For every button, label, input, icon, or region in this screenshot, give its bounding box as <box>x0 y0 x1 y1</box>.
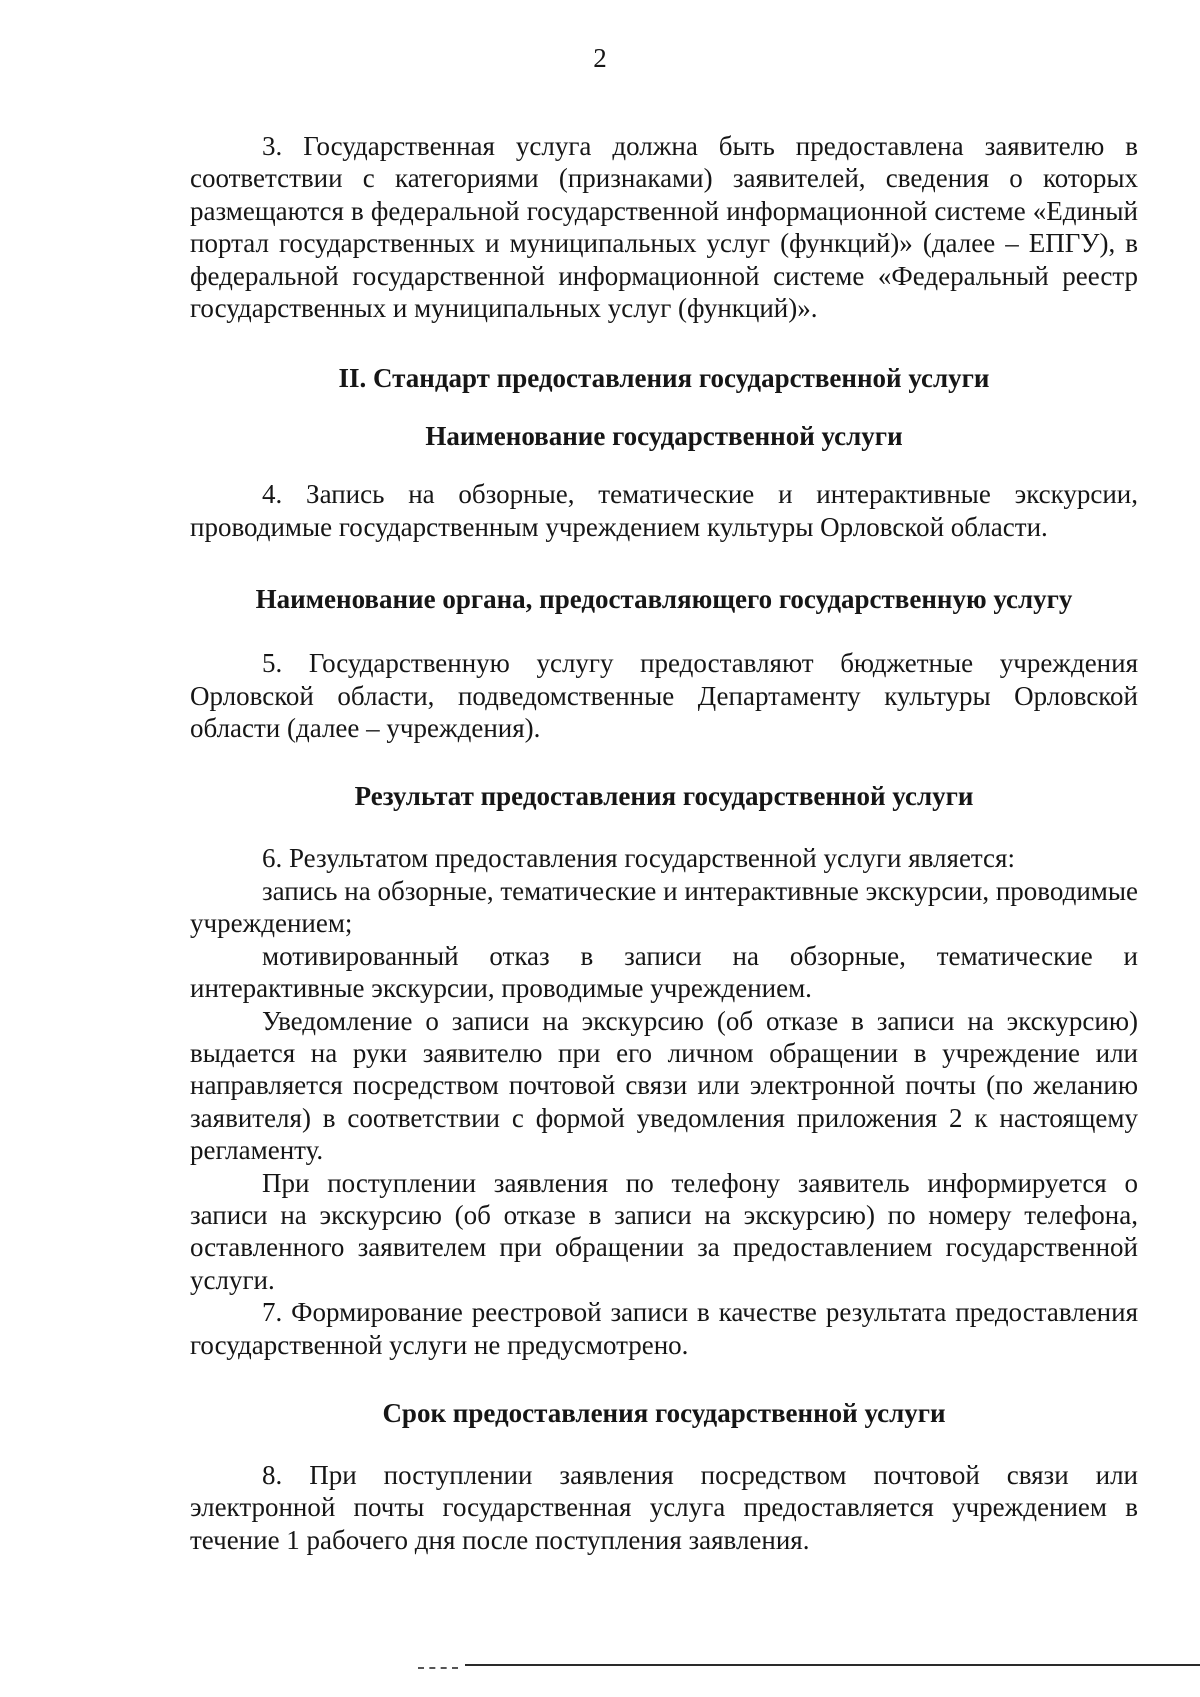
paragraph-7: 7. Формирование реестровой записи в качестве результата предоставления государственной услуги не предусмотрено. <box>190 1297 1138 1360</box>
paragraph-3: 3. Государственная услуга должна быть предоставлена заявителю в соответствии с категориями (признаками) заявителей, сведения о которых размещаются в федеральной государственной информационной системе «Единый портал государственных и муниципальных услуг (функций)» (далее – ЕПГУ), в федеральной государственной информационной системе «Федеральный реестр государственных и муниципальных услуг (функций)». <box>190 131 1138 324</box>
subheading-service-name: Наименование государственной услуги <box>425 421 903 452</box>
paragraph-6-item-refusal: мотивированный отказ в записи на обзорные, тематические и интерактивные экскурсии, проводимые учреждением. <box>190 940 1138 1004</box>
subheading-service-term: Срок предоставления государственной услуги <box>382 1397 946 1428</box>
paragraph-8: 8. При поступлении заявления посредством почтовой связи или электронной почты государственная услуга предоставляется учреждением в течение 1 рабочего дня после поступления заявления. <box>190 1459 1138 1555</box>
footer-dashed-rule <box>418 1667 458 1669</box>
paragraph-6-item-record: запись на обзорные, тематические и интерактивные экскурсии, проводимые учреждением; <box>190 875 1138 939</box>
section-heading-standard: II. Стандарт предоставления государственной услуги <box>338 363 990 394</box>
document-body <box>190 130 1138 1556</box>
paragraph-6-intro: 6. Результатом предоставления государственной услуги является: <box>262 843 1015 874</box>
page-number: 2 <box>593 43 607 73</box>
paragraph-5: 5. Государственную услугу предоставляют бюджетные учреждения Орловской области, подведомственные Департаменту культуры Орловской области (далее – учреждения). <box>190 648 1138 744</box>
footer-rule <box>465 1664 1200 1666</box>
paragraph-4: 4. Запись на обзорные, тематические и интерактивные экскурсии, проводимые государственным учреждением культуры Орловской области. <box>190 479 1138 542</box>
paragraph-6-phone: При поступлении заявления по телефону заявитель информируется о записи на экскурсию (об отказе в записи на экскурсию) по номеру телефона, оставленного заявителем при обращении за предоставлением государственной услуги. <box>190 1167 1138 1295</box>
paragraph-6-notification: Уведомление о записи на экскурсию (об отказе в записи на экскурсию) выдается на руки заявителю при его личном обращении в учреждение или направляется посредством почтовой связи или электронной почты (по желанию заявителя) в соответствии с формой уведомления приложения 2 к настоящему регламенту. <box>190 1005 1138 1166</box>
subheading-service-organ: Наименование органа, предоставляющего государственную услугу <box>255 584 1073 615</box>
subheading-service-result: Результат предоставления государственной услуги <box>354 781 974 812</box>
